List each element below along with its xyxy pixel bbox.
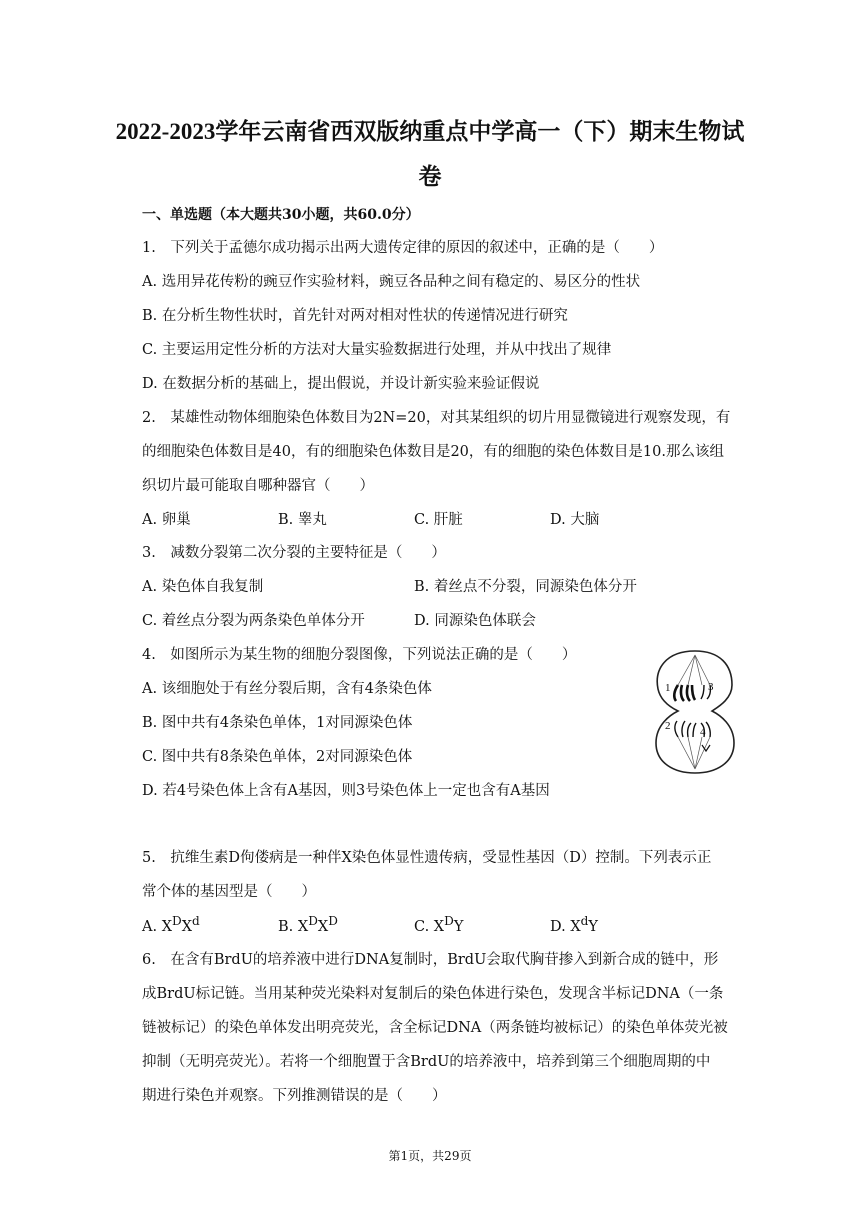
q3-stem: 3. 减数分裂第二次分裂的主要特征是（ ） <box>142 545 446 561</box>
q2-stem-line1: 2. 某雄性动物体细胞染色体数目为2N=20，对其某组织的切片用显微镜进行观察发现，有 <box>142 410 731 426</box>
q5-d-tail: Y <box>588 918 598 935</box>
q6-stem-line5: 期进行染色并观察。下列推测错误的是（ ） <box>142 1088 447 1104</box>
exam-title-line1: 2022-2023学年云南省西双版纳重点中学高一（下）期末生物试 <box>115 119 745 144</box>
q1-option-a: A. 选用异花传粉的豌豆作实验材料，豌豆各品种之间有稳定的、易区分的性状 <box>142 274 641 290</box>
q5-option-d <box>550 914 598 935</box>
exam-title-line2: 卷 <box>418 164 442 189</box>
q3-option-d: D. 同源染色体联会 <box>414 613 536 629</box>
q2-stem-line3: 织切片最可能取自哪种器官（ ） <box>142 478 374 494</box>
q5-d-sup: d <box>580 914 589 928</box>
q6-stem-line2: 成BrdU标记链。当用某种荧光染料对复制后的染色体进行染色，发现含半标记DNA（一条 <box>142 986 724 1002</box>
q4-option-d: D. 若4号染色体上含有A基因，则3号染色体上一定也含有A基因 <box>142 783 550 799</box>
q3-option-c: C. 着丝点分裂为两条染色单体分开 <box>142 613 365 629</box>
q2-stem-line2: 的细胞染色体数目是40，有的细胞染色体数目是20，有的细胞的染色体数目是10.那么该组 <box>142 444 724 460</box>
q4-option-a: A. 该细胞处于有丝分裂后期，含有4条染色体 <box>142 681 432 697</box>
figure-label-1: 1 <box>665 682 671 694</box>
q6-stem-line1: 6. 在含有BrdU的培养液中进行DNA复制时，BrdU会取代胸苷掺入到新合成的链中，形 <box>142 952 719 968</box>
section-header: 一、单选题（本大题共30小题，共60.0分） <box>142 207 420 223</box>
q5-a-sup2: d <box>192 914 200 928</box>
q5-c-tail: Y <box>453 918 464 935</box>
q4-option-b: B. 图中共有4条染色单体，1对同源染色体 <box>142 715 413 731</box>
q1-stem: 1. 下列关于孟德尔成功揭示出两大遗传定律的原因的叙述中，正确的是（ ） <box>142 240 664 256</box>
cell-division-figure <box>648 645 742 777</box>
q5-a-mid: X <box>181 918 193 935</box>
q3-option-b: B. 着丝点不分裂，同源染色体分开 <box>414 579 637 595</box>
cell-division-drawing <box>648 645 742 777</box>
q5-stem-line1: 5. 抗维生素D佝偻病是一种伴X染色体显性遗传病，受显性基因（D）控制。下列表示正 <box>142 850 712 866</box>
q1-option-c: C. 主要运用定性分析的方法对大量实验数据进行处理，并从中找出了规律 <box>142 342 612 358</box>
q2-option-a: A. 卵巢 <box>142 512 191 528</box>
q2-option-b: B. 睾丸 <box>278 512 327 528</box>
q5-b-sup1: D <box>308 914 318 928</box>
q2-option-d: D. 大脑 <box>550 512 600 528</box>
figure-label-3: 3 <box>708 681 714 693</box>
q5-c-sup: D <box>444 914 454 928</box>
figure-label-4: 4 <box>700 726 706 738</box>
q5-a-sup1: D <box>172 914 182 928</box>
q4-option-c: C. 图中共有8条染色单体，2对同源染色体 <box>142 749 413 765</box>
q4-stem: 4. 如图所示为某生物的细胞分裂图像，下列说法正确的是（ ） <box>142 647 577 663</box>
q3-option-a: A. 染色体自我复制 <box>142 579 264 595</box>
q5-b-text: B. X <box>278 918 309 935</box>
q5-option-a <box>142 914 200 935</box>
q5-option-c <box>414 914 463 935</box>
page-footer: 第1页，共29页 <box>388 1149 472 1163</box>
q5-d-text: D. X <box>550 918 581 935</box>
q5-option-b <box>278 914 338 935</box>
q5-b-sup2: D <box>328 914 338 928</box>
q2-option-c: C. 肝脏 <box>414 512 463 528</box>
q6-stem-line3: 链被标记）的染色单体发出明亮荧光，含全标记DNA（两条链均被标记）的染色单体荧光被 <box>142 1020 728 1036</box>
q5-b-mid: X <box>317 918 329 935</box>
q5-a-text: A. X <box>142 918 173 935</box>
q5-c-text: C. X <box>414 918 445 935</box>
q1-option-d: D. 在数据分析的基础上，提出假说，并设计新实验来验证假说 <box>142 376 540 392</box>
q1-option-b: B. 在分析生物性状时，首先针对两对相对性状的传递情况进行研究 <box>142 308 568 324</box>
q5-stem-line2: 常个体的基因型是（ ） <box>142 884 316 900</box>
figure-label-2: 2 <box>665 720 671 732</box>
q6-stem-line4: 抑制（无明亮荧光）。若将一个细胞置于含BrdU的培养液中，培养到第三个细胞周期的中 <box>142 1054 711 1070</box>
